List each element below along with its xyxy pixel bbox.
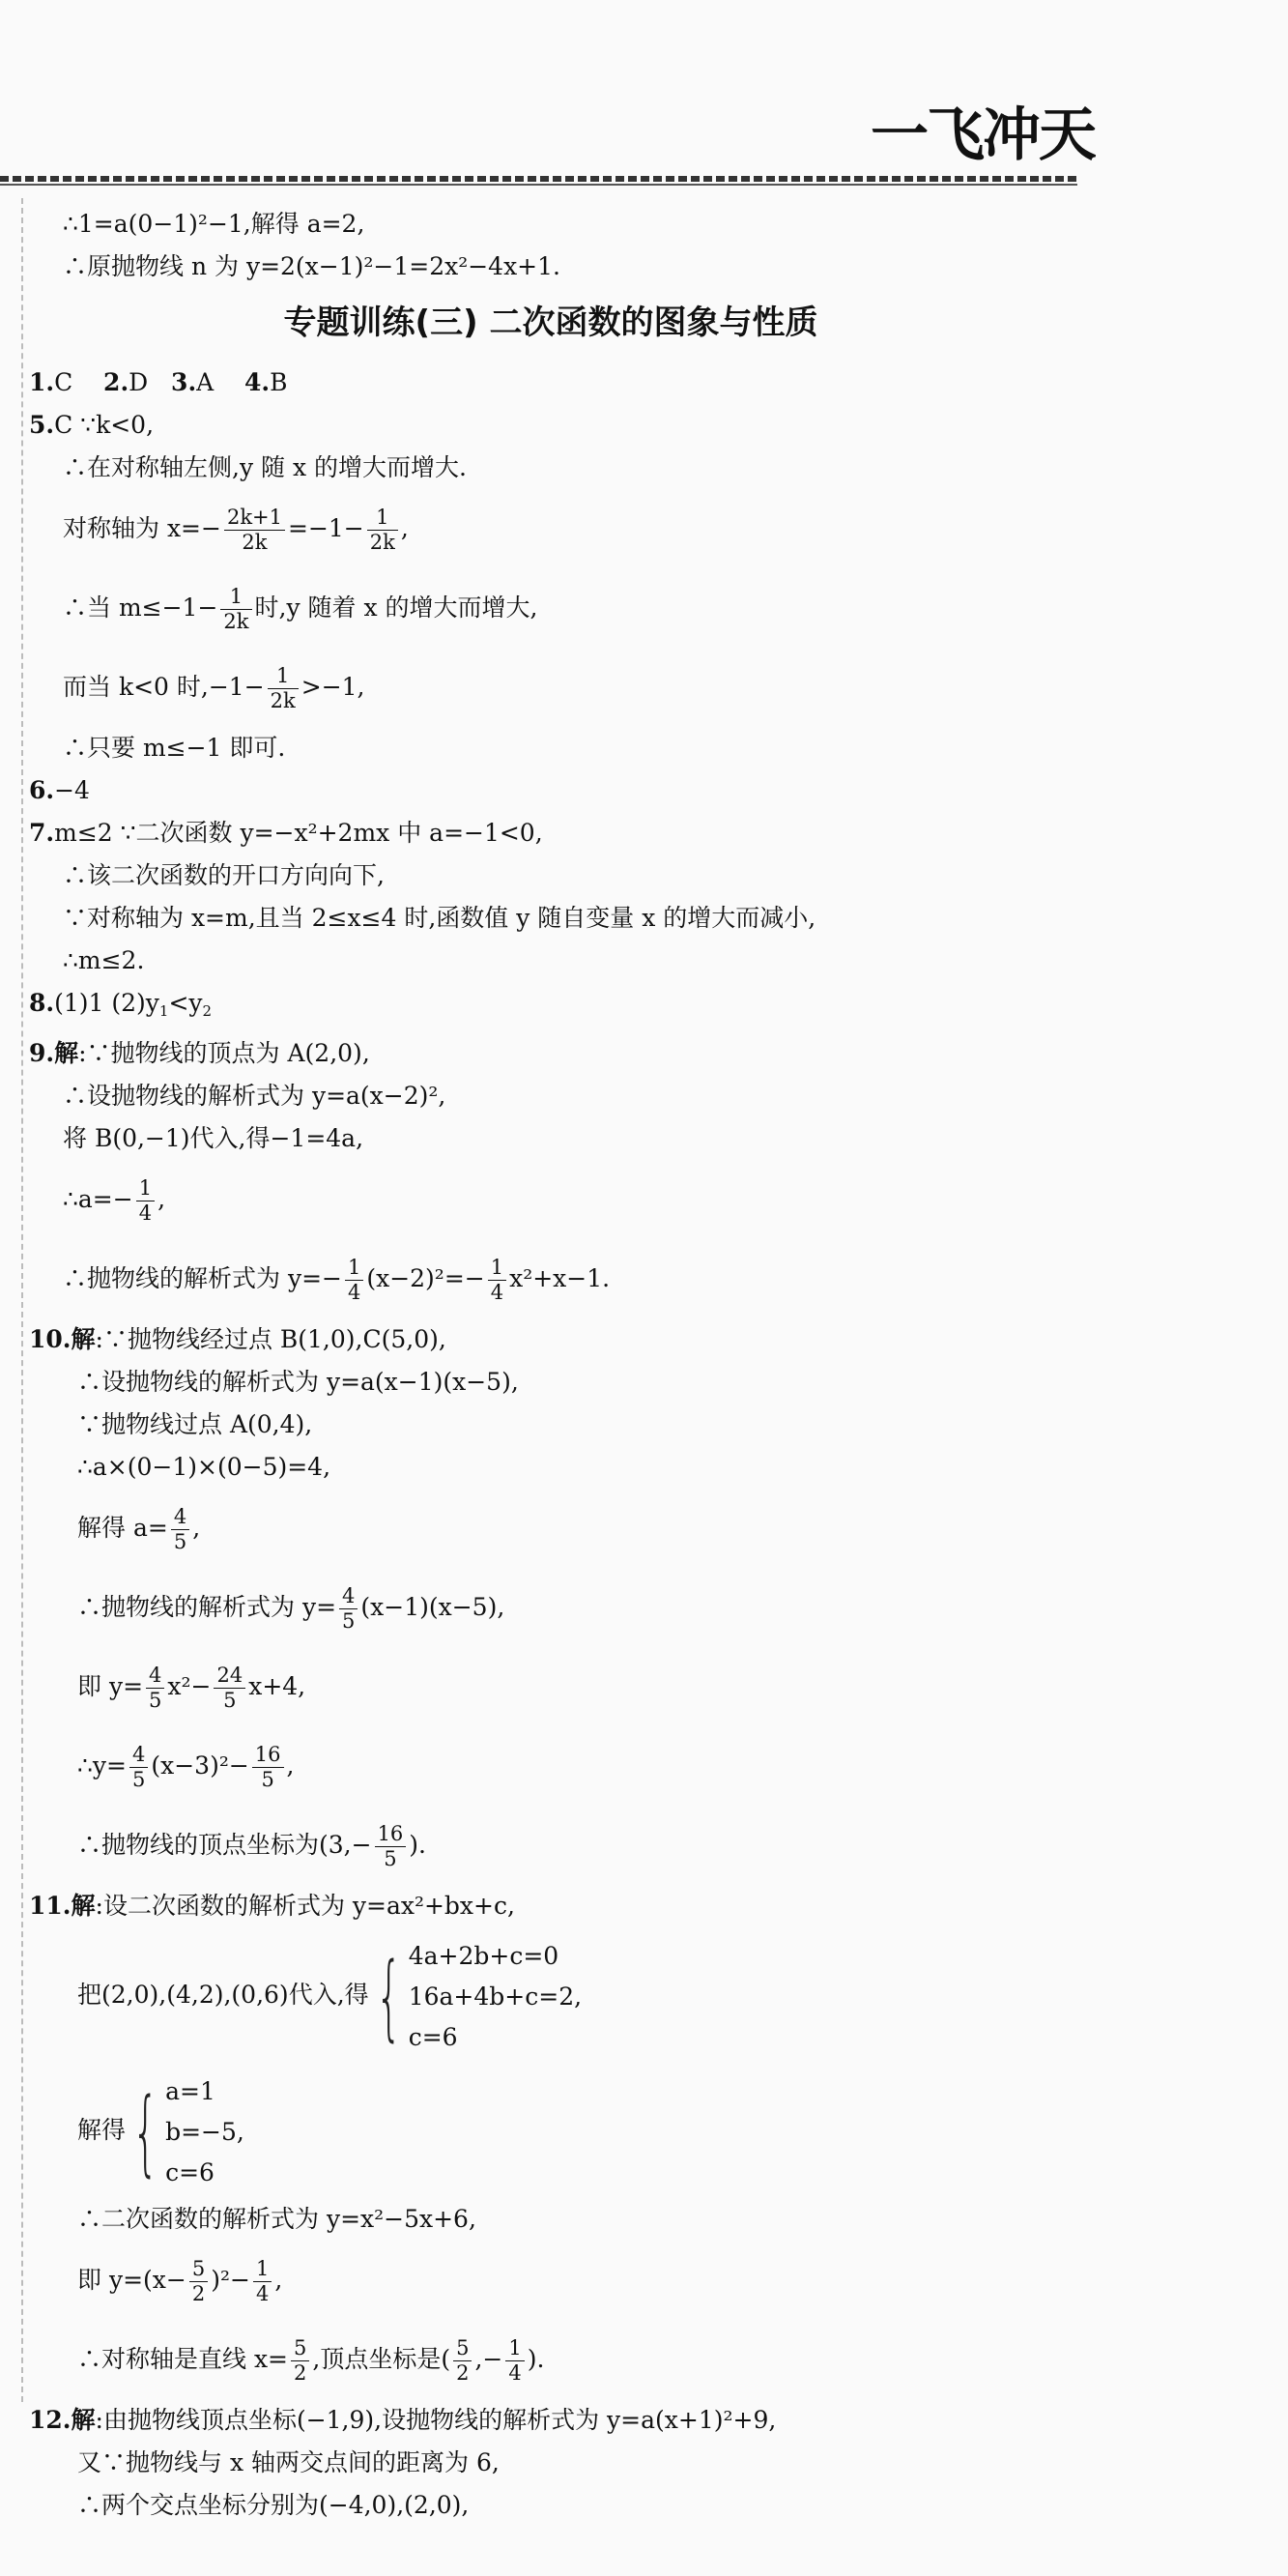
q12-line: ∴两个交点坐标分别为(−4,0),(2,0), <box>77 2491 470 2519</box>
q5-line: ∴当 m≤−1− $\frac{1}{2k}$ 时,y 随着 x 的增大而增大, <box>63 585 538 633</box>
text-line: ∴原抛物线 n 为 y=2(x−1)²−1=2x²−4x+1. <box>63 252 560 280</box>
q5-line: 而当 k<0 时,−1− $\frac{1}{2k}$ >−1, <box>63 664 365 712</box>
q9-line: 9.解:∵抛物线的顶点为 A(2,0), <box>29 1039 370 1067</box>
page-content <box>29 203 1073 2527</box>
answer-row-1-4: 1.C 2.D 3.A 4.B <box>29 368 288 396</box>
q5-line: ∴在对称轴左侧,y 随 x 的增大而增大. <box>63 453 467 481</box>
q11-line: ∴二次函数的解析式为 y=x²−5x+6, <box>77 2205 476 2233</box>
q10-line: ∴抛物线的解析式为 y= $\frac{4}{5}$ (x−1)(x−5), <box>77 1584 505 1633</box>
brand-logo: 一飞冲天 <box>871 101 1095 169</box>
q7-line: ∴m≤2. <box>63 946 145 974</box>
header-rule <box>0 176 1077 182</box>
q10-line: ∴抛物线的顶点坐标为(3,− $\frac{16}{5}$ ). <box>77 1822 426 1870</box>
margin-line <box>21 198 23 2402</box>
q6-line: 6.−4 <box>29 776 90 804</box>
q7-line: ∵对称轴为 x=m,且当 2≤x≤4 时,函数值 y 随自变量 x 的增大而减小, <box>63 904 816 932</box>
q9-line: ∴设抛物线的解析式为 y=a(x−2)², <box>63 1082 446 1110</box>
q12-line: 又∵抛物线与 x 轴两交点间的距离为 6, <box>77 2448 500 2476</box>
q7-line: 7.m≤2 ∵二次函数 y=−x²+2mx 中 a=−1<0, <box>29 819 543 847</box>
q5-line: ∴只要 m≤−1 即可. <box>63 734 286 762</box>
q9-line: ∴抛物线的解析式为 y=− $\frac{1}{4}$ (x−2)²=− $\frac{1}{4}$ x²+x−1. <box>63 1256 611 1304</box>
q10-line: 即 y= $\frac{4}{5}$ x²− $\frac{24}{5}$ x+4, <box>77 1664 306 1712</box>
header-rule-thin <box>0 184 1077 186</box>
q11-line: 把(2,0),(4,2),(0,6)代入,得 { 4a+2b+c=0 16a+4b+c=2, c=6 <box>29 1927 1073 2063</box>
q10-line: ∴y= $\frac{4}{5}$ (x−3)²− $\frac{16}{5}$ , <box>77 1743 295 1791</box>
q11-line: 解得 { a=1 b=−5, c=6 <box>29 2063 1073 2198</box>
page-title: 专题训练(三) 二次函数的图象与性质 <box>283 304 818 342</box>
q11-line: ∴对称轴是直线 x= $\frac{5}{2}$ ,顶点坐标是( $\frac{5}{2}$ ,− $\frac{1}{4}$ ). <box>77 2336 545 2385</box>
q5-line: 5.C ∵k<0, <box>29 411 155 439</box>
q11-line: 即 y=(x− $\frac{5}{2}$ )²− $\frac{1}{4}$ , <box>77 2257 283 2305</box>
q10-line: 10.解:∵抛物线经过点 B(1,0),C(5,0), <box>29 1325 446 1353</box>
q10-line: ∵抛物线过点 A(0,4), <box>77 1410 313 1438</box>
q10-line: 解得 a= $\frac{4}{5}$ , <box>77 1505 201 1553</box>
q9-line: 将 B(0,−1)代入,得−1=4a, <box>63 1124 364 1152</box>
q10-line: ∴设抛物线的解析式为 y=a(x−1)(x−5), <box>77 1368 519 1396</box>
q12-line: 12.解:由抛物线顶点坐标(−1,9),设抛物线的解析式为 y=a(x+1)²+9, <box>29 2406 777 2434</box>
equation-system: { a=1 b=−5, c=6 <box>131 2076 244 2186</box>
text-line: ∴1=a(0−1)²−1,解得 a=2, <box>63 210 365 238</box>
q10-line: ∴a×(0−1)×(0−5)=4, <box>77 1453 331 1481</box>
q8-line: 8.(1)1 $(2)y_1<y_2$ <box>29 989 213 1020</box>
q9-line: ∴a=− $\frac{1}{4}$ , <box>63 1176 166 1225</box>
q7-line: ∴该二次函数的开口方向向下, <box>63 861 385 889</box>
equation-system: { 4a+2b+c=0 16a+4b+c=2, c=6 <box>375 1941 583 2051</box>
q11-line: 11.解:设二次函数的解析式为 y=ax²+bx+c, <box>29 1892 515 1920</box>
q5-line: 对称轴为 x=− $\frac{2k+1}{2k}$ =−1− $\frac{1}{2k}$ , <box>63 506 409 554</box>
